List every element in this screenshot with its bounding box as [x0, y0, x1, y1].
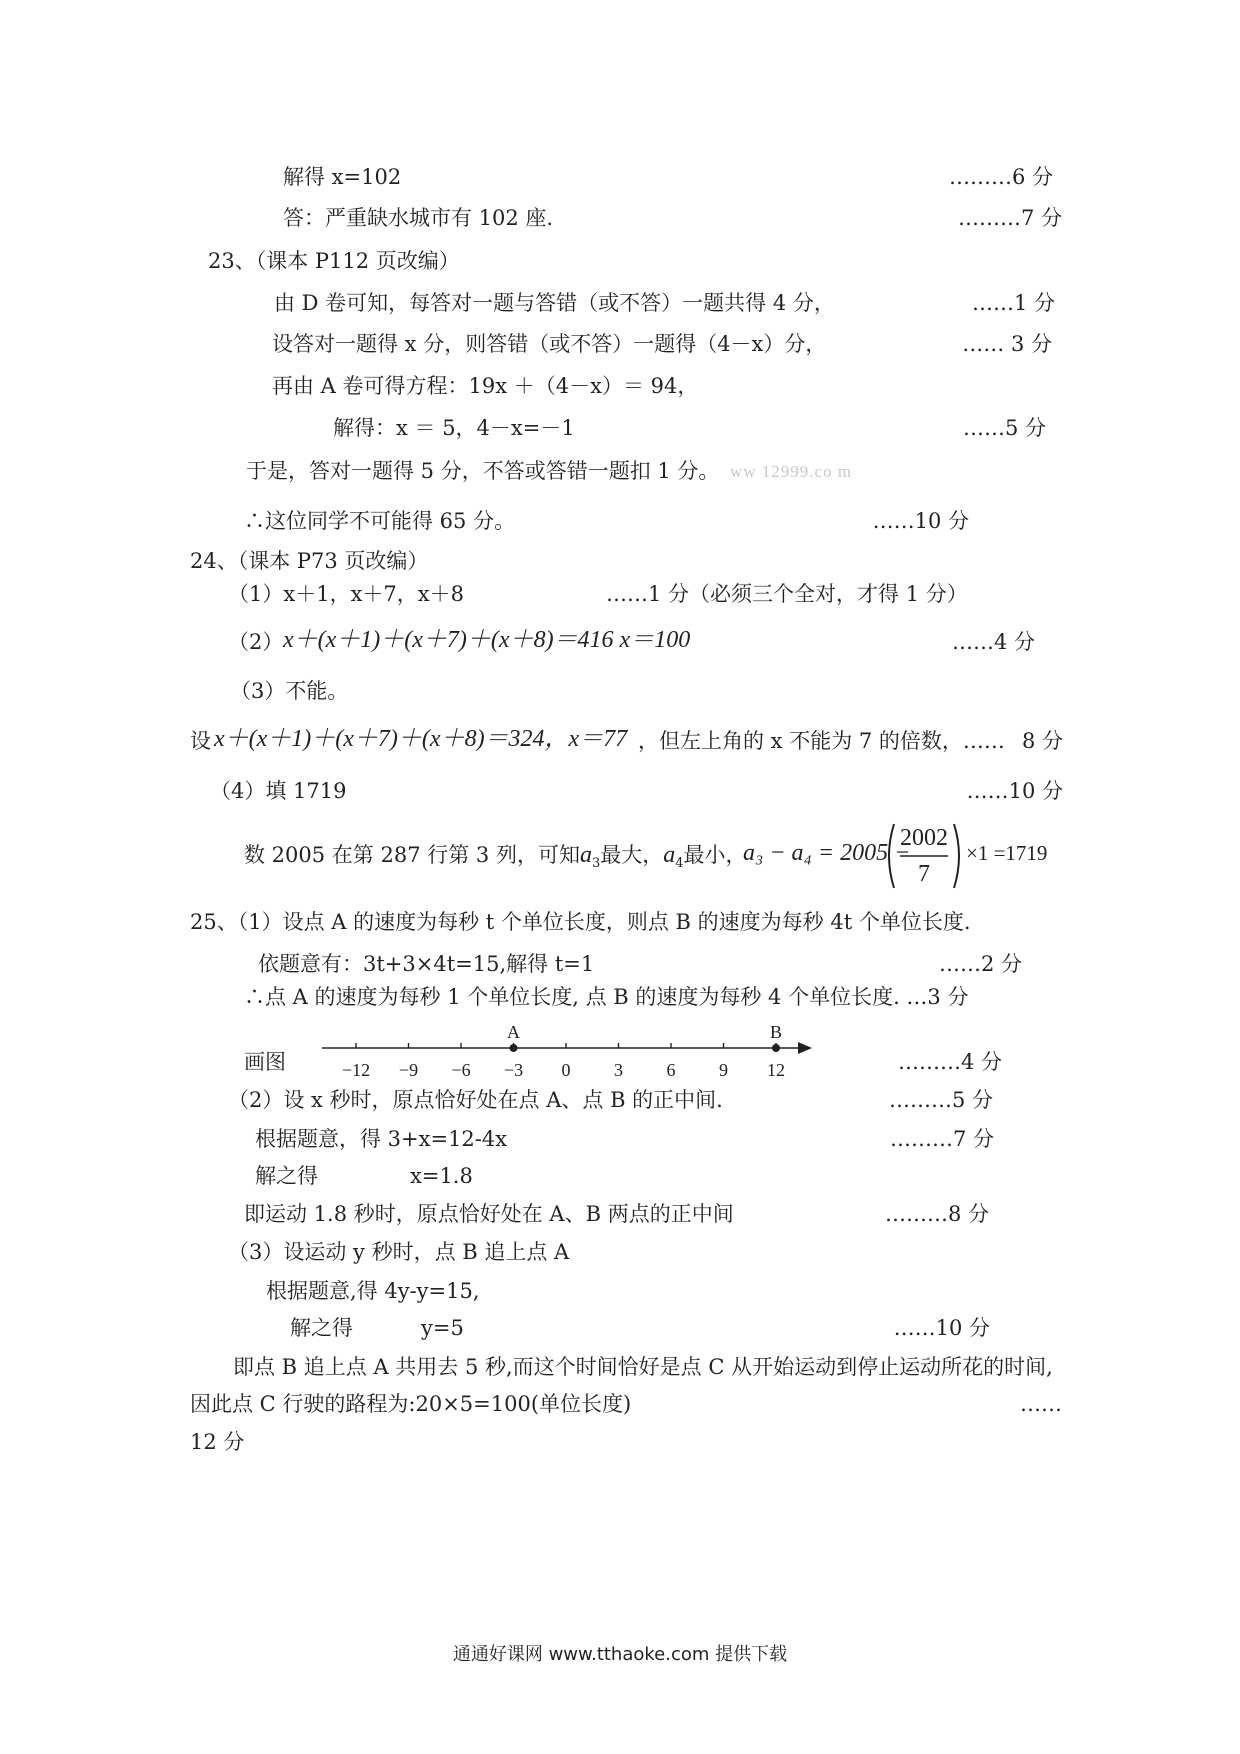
score-23-3: …… 3 分: [962, 332, 1052, 356]
fraction-numerator: 2002: [900, 825, 948, 851]
number-line-tick-label: −12: [341, 1060, 371, 1080]
q24-part4-text: [244, 840, 747, 879]
q24-part4-mid2: 最小，: [683, 843, 747, 867]
q23-line-f: ∴这位同学不可能得 65 分。: [244, 509, 516, 533]
q24-part3-prefix: 设: [190, 729, 211, 753]
point-b-dot: [772, 1044, 780, 1052]
q25-part3-c: 即点 B 追上点 A 共用去 5 秒,而这个时间恰好是点 C 从开始运动到停止运动所花的时间,: [233, 1355, 1053, 1379]
q24-part4-tail: ×1 =1719: [966, 841, 1048, 865]
number-line-tick-label: 6: [666, 1060, 676, 1080]
q23-line-d: 解得：x ＝ 5，4－x=－1: [333, 416, 575, 440]
draw-label: 画图: [244, 1050, 286, 1074]
number-line: [318, 1012, 818, 1084]
q24-part4-mid1: 最大，: [600, 843, 664, 867]
score-25-5: ………5 分: [888, 1088, 993, 1112]
q25-part3-d-dots: ……: [1020, 1392, 1062, 1416]
score-7: ………7 分: [957, 206, 1062, 230]
score-24-10: ……10 分: [966, 779, 1063, 803]
q25-part3-b: 解之得: [290, 1316, 353, 1340]
q23-line-a: 由 D 卷可知，每答对一题与答错（或不答）一题共得 4 分，: [274, 291, 835, 315]
point-b-label: B: [769, 1022, 783, 1042]
q24-part4: （4）填 1719: [210, 779, 347, 803]
q24-part1-note: ……1 分（必须三个全对，才得 1 分）: [606, 582, 968, 606]
q25-part3-a: 根据题意,得 4y-y=15,: [266, 1279, 480, 1303]
answer-line: 答：严重缺水城市有 102 座.: [283, 206, 554, 230]
a4-symbol: a: [663, 842, 676, 868]
number-line-tick-label: 0: [561, 1060, 571, 1080]
q25-part1: 25、（1）设点 A 的速度为每秒 t 个单位长度，则点 B 的速度为每秒 4t 个单位长度.: [190, 910, 971, 934]
score-25-12: 12 分: [190, 1430, 245, 1454]
q24-part2-equation: x＋(x＋1)＋(x＋7)＋(x＋8)＝416 x＝100: [283, 627, 691, 653]
q25-part2: （2）设 x 秒时，原点恰好处在点 A、点 B 的正中间.: [228, 1088, 723, 1112]
number-line-tick-label: −3: [503, 1060, 524, 1080]
q24-part2-label: （2）: [228, 630, 284, 654]
watermark: ww 12999.co m: [730, 462, 853, 481]
solve-line: 解得 x=102: [283, 165, 402, 189]
fraction-denominator: 7: [918, 861, 930, 887]
number-line-tick-label: 3: [614, 1060, 623, 1080]
q23-heading: 23、（课本 P112 页改编）: [208, 249, 460, 273]
score-25-2: ……2 分: [938, 952, 1022, 976]
q24-part3-equation: x＋(x＋1)＋(x＋7)＋(x＋8)＝324，x＝77: [214, 726, 628, 752]
footer-credit: 通通好课网 www.tthaoke.com 提供下载: [452, 1644, 788, 1665]
q23-line-c: 再由 A 卷可得方程：19x ＋（4－x）＝ 94，: [272, 374, 699, 398]
q24-part3: （3）不能。: [230, 679, 349, 703]
q25-part1-a: 依题意有：3t+3×4t=15,解得 t=1: [258, 952, 595, 976]
fraction-group: [884, 820, 964, 892]
score-25-10: ……10 分: [893, 1316, 990, 1340]
q24-part4-prefix: 数 2005 在第 287 行第 3 列，可知: [244, 843, 580, 867]
q25-part1-b: ∴点 A 的速度为每秒 1 个单位长度, 点 B 的速度为每秒 4 个单位长度. …3 分: [244, 985, 969, 1009]
q25-part3-d: 因此点 C 行驶的路程为:20×5=100(单位长度): [190, 1392, 632, 1416]
number-line-tick-label: −6: [451, 1060, 471, 1080]
point-a-dot: [510, 1044, 518, 1052]
q23-line-e: 于是，答对一题得 5 分，不答或答错一题扣 1 分。: [246, 459, 720, 483]
q25-part2-b: 解之得: [255, 1164, 318, 1188]
a4-subscript: 4: [675, 856, 684, 872]
score-25-8: ………8 分: [884, 1202, 989, 1226]
score-24-4: ……4 分: [951, 630, 1035, 654]
q25-part3: （3）设运动 y 秒时，点 B 追上点 A: [228, 1240, 570, 1264]
score-25-7: ………7 分: [889, 1127, 994, 1151]
score-23-5: ……5 分: [962, 416, 1046, 440]
number-line-tick-label: 12: [767, 1060, 785, 1080]
number-line-tick-label: 9: [719, 1060, 728, 1080]
q25-part2-a: 根据题意，得 3+x=12-4x: [255, 1127, 508, 1151]
q24-heading: 24、（课本 P73 页改编）: [190, 549, 429, 573]
number-line-tick-label: −9: [398, 1060, 419, 1080]
point-a-label: A: [507, 1022, 520, 1042]
score-24-8: 8 分: [1021, 729, 1063, 753]
a3-symbol: a: [579, 842, 592, 868]
score-23-10: ……10 分: [872, 509, 969, 533]
a3-subscript: 3: [591, 856, 601, 872]
q24-part3-suffix: ，但左上角的 x 不能为 7 的倍数，……: [638, 729, 1005, 753]
q24-part4-equation: a₃ − a₄ = 2005 −: [743, 840, 911, 866]
q25-part2-b-value: x=1.8: [410, 1164, 473, 1188]
q23-line-b: 设答对一题得 x 分，则答错（或不答）一题得（4－x）分，: [272, 332, 827, 356]
q25-part3-b-value: y=5: [421, 1316, 464, 1340]
score-25-4: ………4 分: [897, 1050, 1002, 1074]
score-23-1: ……1 分: [971, 291, 1055, 315]
q24-part1: （1）x＋1，x＋7，x＋8: [228, 582, 464, 606]
q25-part2-c: 即运动 1.8 秒时，原点恰好处在 A、B 两点的正中间: [244, 1202, 734, 1226]
score-6: ………6 分: [948, 165, 1053, 189]
number-line-arrow: [798, 1042, 812, 1054]
